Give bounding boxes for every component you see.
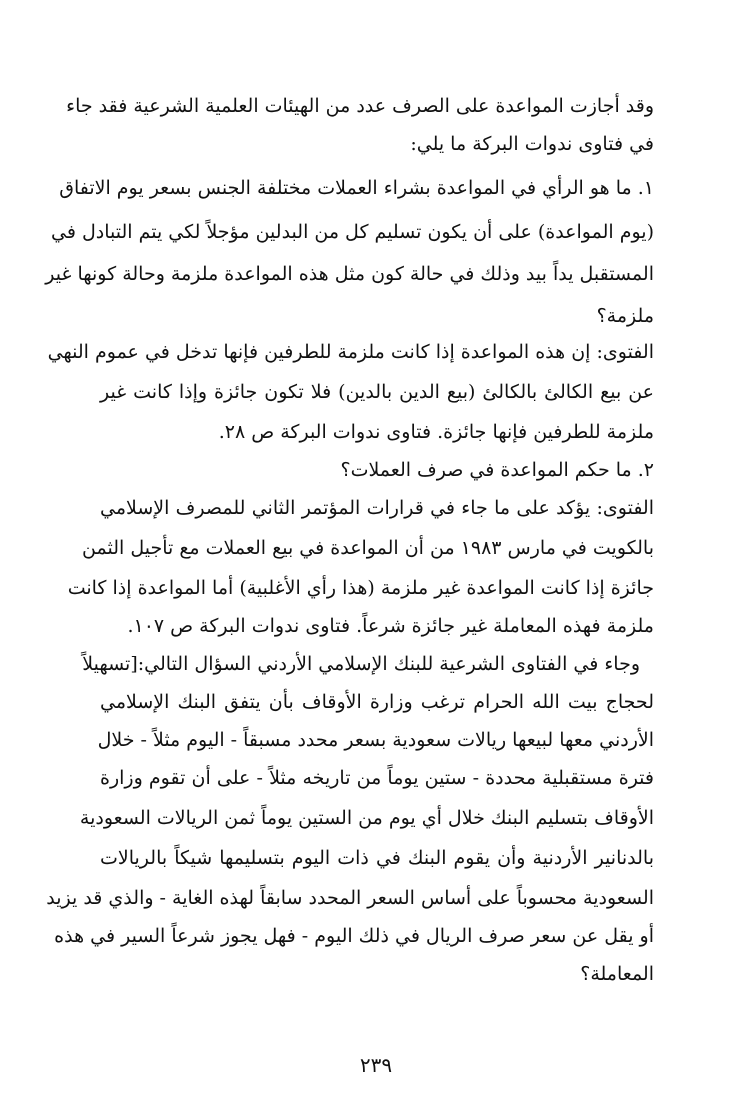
text-line: أو يقل عن سعر صرف الريال في ذلك اليوم - فهل يجوز شرعاً السير في هذه: [54, 925, 654, 947]
text-line: وجاء في الفتاوى الشرعية للبنك الإسلامي الأردني السؤال التالي:[تسهيلاً: [82, 653, 640, 675]
text-line: السعودية محسوباً على أساس السعر المحدد سابقاً لهذه الغاية - والذي قد يزيد: [46, 887, 654, 909]
text-line: بالكويت في مارس ١٩٨٣ من أن المواعدة في بيع العملات مع تأجيل الثمن: [82, 537, 654, 559]
text-line: الأوقاف بتسليم البنك خلال أي يوم من الستين يوماً ثمن الريالات السعودية: [79, 807, 654, 829]
text-line: الفتوى: إن هذه المواعدة إذا كانت ملزمة للطرفين فإنها تدخل في عموم النهي: [47, 341, 654, 363]
text-line: لحجاج بيت الله الحرام ترغب وزارة الأوقاف بأن يتفق البنك الإسلامي: [100, 691, 654, 713]
text-line: وقد أجازت المواعدة على الصرف عدد من الهيئات العلمية الشرعية فقد جاء: [66, 95, 654, 117]
text-line: المعاملة؟: [580, 963, 654, 985]
text-line: ٢. ما حكم المواعدة في صرف العملات؟: [340, 459, 654, 481]
text-line: الفتوى: يؤكد على ما جاء في قرارات المؤتمر الثاني للمصرف الإسلامي: [100, 497, 654, 519]
text-line: فترة مستقبلية محددة - ستين يوماً من تاريخه مثلاً - على أن تقوم وزارة: [100, 767, 654, 789]
text-line: في فتاوى ندوات البركة ما يلي:: [410, 133, 654, 155]
text-line: المستقبل يداً بيد وذلك في حالة كون مثل هذه المواعدة ملزمة وحالة كونها غير: [45, 263, 654, 285]
text-line: جائزة إذا كانت المواعدة غير ملزمة (هذا رأي الأغلبية) أما المواعدة إذا كانت: [67, 577, 654, 599]
text-line: عن بيع الكالئ بالكالئ (بيع الدين بالدين) فلا تكون جائزة وإذا كانت غير: [100, 381, 654, 403]
page-text-block: [45, 84, 654, 985]
text-line: ١. ما هو الرأي في المواعدة بشراء العملات مختلفة الجنس بسعر يوم الاتفاق: [59, 177, 654, 199]
page-number: ٢٣٩: [359, 1053, 393, 1077]
text-line: ملزمة؟: [596, 305, 654, 327]
text-line: ملزمة للطرفين فإنها جائزة. فتاوى ندوات البركة ص ٢٨.: [218, 421, 654, 443]
text-line: بالدنانير الأردنية وأن يقوم البنك في ذات اليوم بتسليمها شيكاً بالريالات: [100, 847, 654, 869]
text-line: الأردني معها لبيعها ريالات سعودية بسعر محدد مسبقاً - اليوم مثلاً - خلال: [97, 729, 654, 751]
text-line: (يوم المواعدة) على أن يكون تسليم كل من البدلين مؤجلاً لكي يتم التبادل في: [51, 221, 654, 243]
text-line: ملزمة فهذه المعاملة غير جائزة شرعاً. فتاوى ندوات البركة ص ١٠٧.: [127, 615, 654, 637]
